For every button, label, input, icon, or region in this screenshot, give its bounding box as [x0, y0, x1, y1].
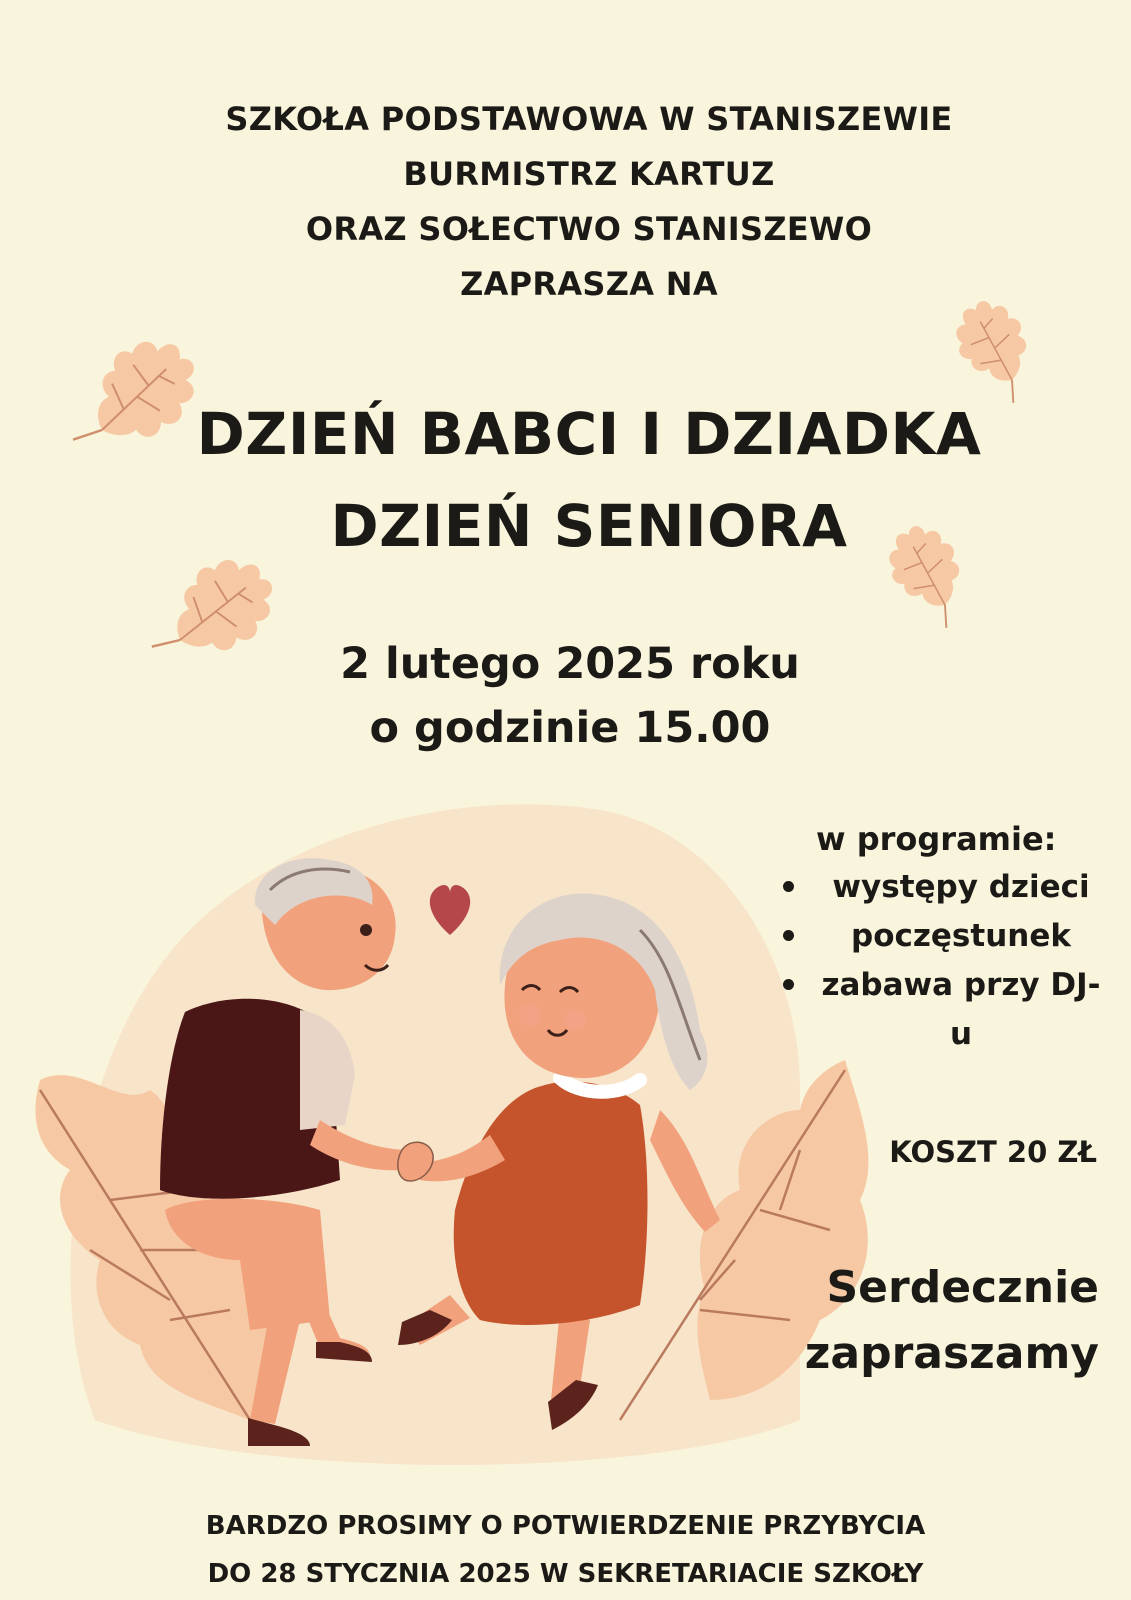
closing-invitation-line-2: zapraszamy [804, 1328, 1099, 1379]
rsvp-notice [0, 1502, 1131, 1598]
program-item-label: poczęstunek [851, 918, 1071, 954]
rsvp-line-1: BARDZO PROSIMY O POTWIERDZENIE PRZYBYCIA [205, 1511, 926, 1541]
program-heading: w programie: [816, 820, 1057, 858]
event-time: o godzinie 15.00 [369, 703, 771, 753]
program-item [780, 961, 1120, 1059]
rsvp-line-2: DO 28 STYCZNIA 2025 W SEKRETARIACIE SZKOŁY [207, 1559, 924, 1589]
bullet-icon [783, 881, 794, 892]
event-cost: KOSZT 20 ZŁ [889, 1135, 1097, 1169]
closing-invitation [805, 1255, 1099, 1387]
organizer-line: BURMISTRZ KARTUZ [403, 155, 775, 193]
invitation-lead: ZAPRASZA NA [460, 265, 718, 303]
program-item [780, 863, 1120, 912]
event-title [0, 388, 1131, 572]
program-item-label: występy dzieci [832, 869, 1090, 905]
organizer-line: ORAZ SOŁECTWO STANISZEWO [305, 210, 873, 248]
program-item [780, 912, 1120, 961]
organizer-line: SZKOŁA PODSTAWOWA W STANISZEWIE [225, 100, 953, 138]
program-list [780, 815, 1120, 1059]
event-title-line-2: DZIEŃ SENIORA [330, 492, 848, 560]
organizers-block [0, 92, 1131, 312]
bullet-icon [783, 930, 794, 941]
event-title-line-1: DZIEŃ BABCI I DZIADKA [196, 400, 982, 468]
closing-invitation-line-1: Serdecznie [826, 1262, 1099, 1313]
event-datetime [0, 632, 1131, 760]
event-date: 2 lutego 2025 roku [340, 639, 800, 689]
bullet-icon [783, 979, 794, 990]
program-item-label: zabawa przy DJ-u [821, 967, 1101, 1052]
